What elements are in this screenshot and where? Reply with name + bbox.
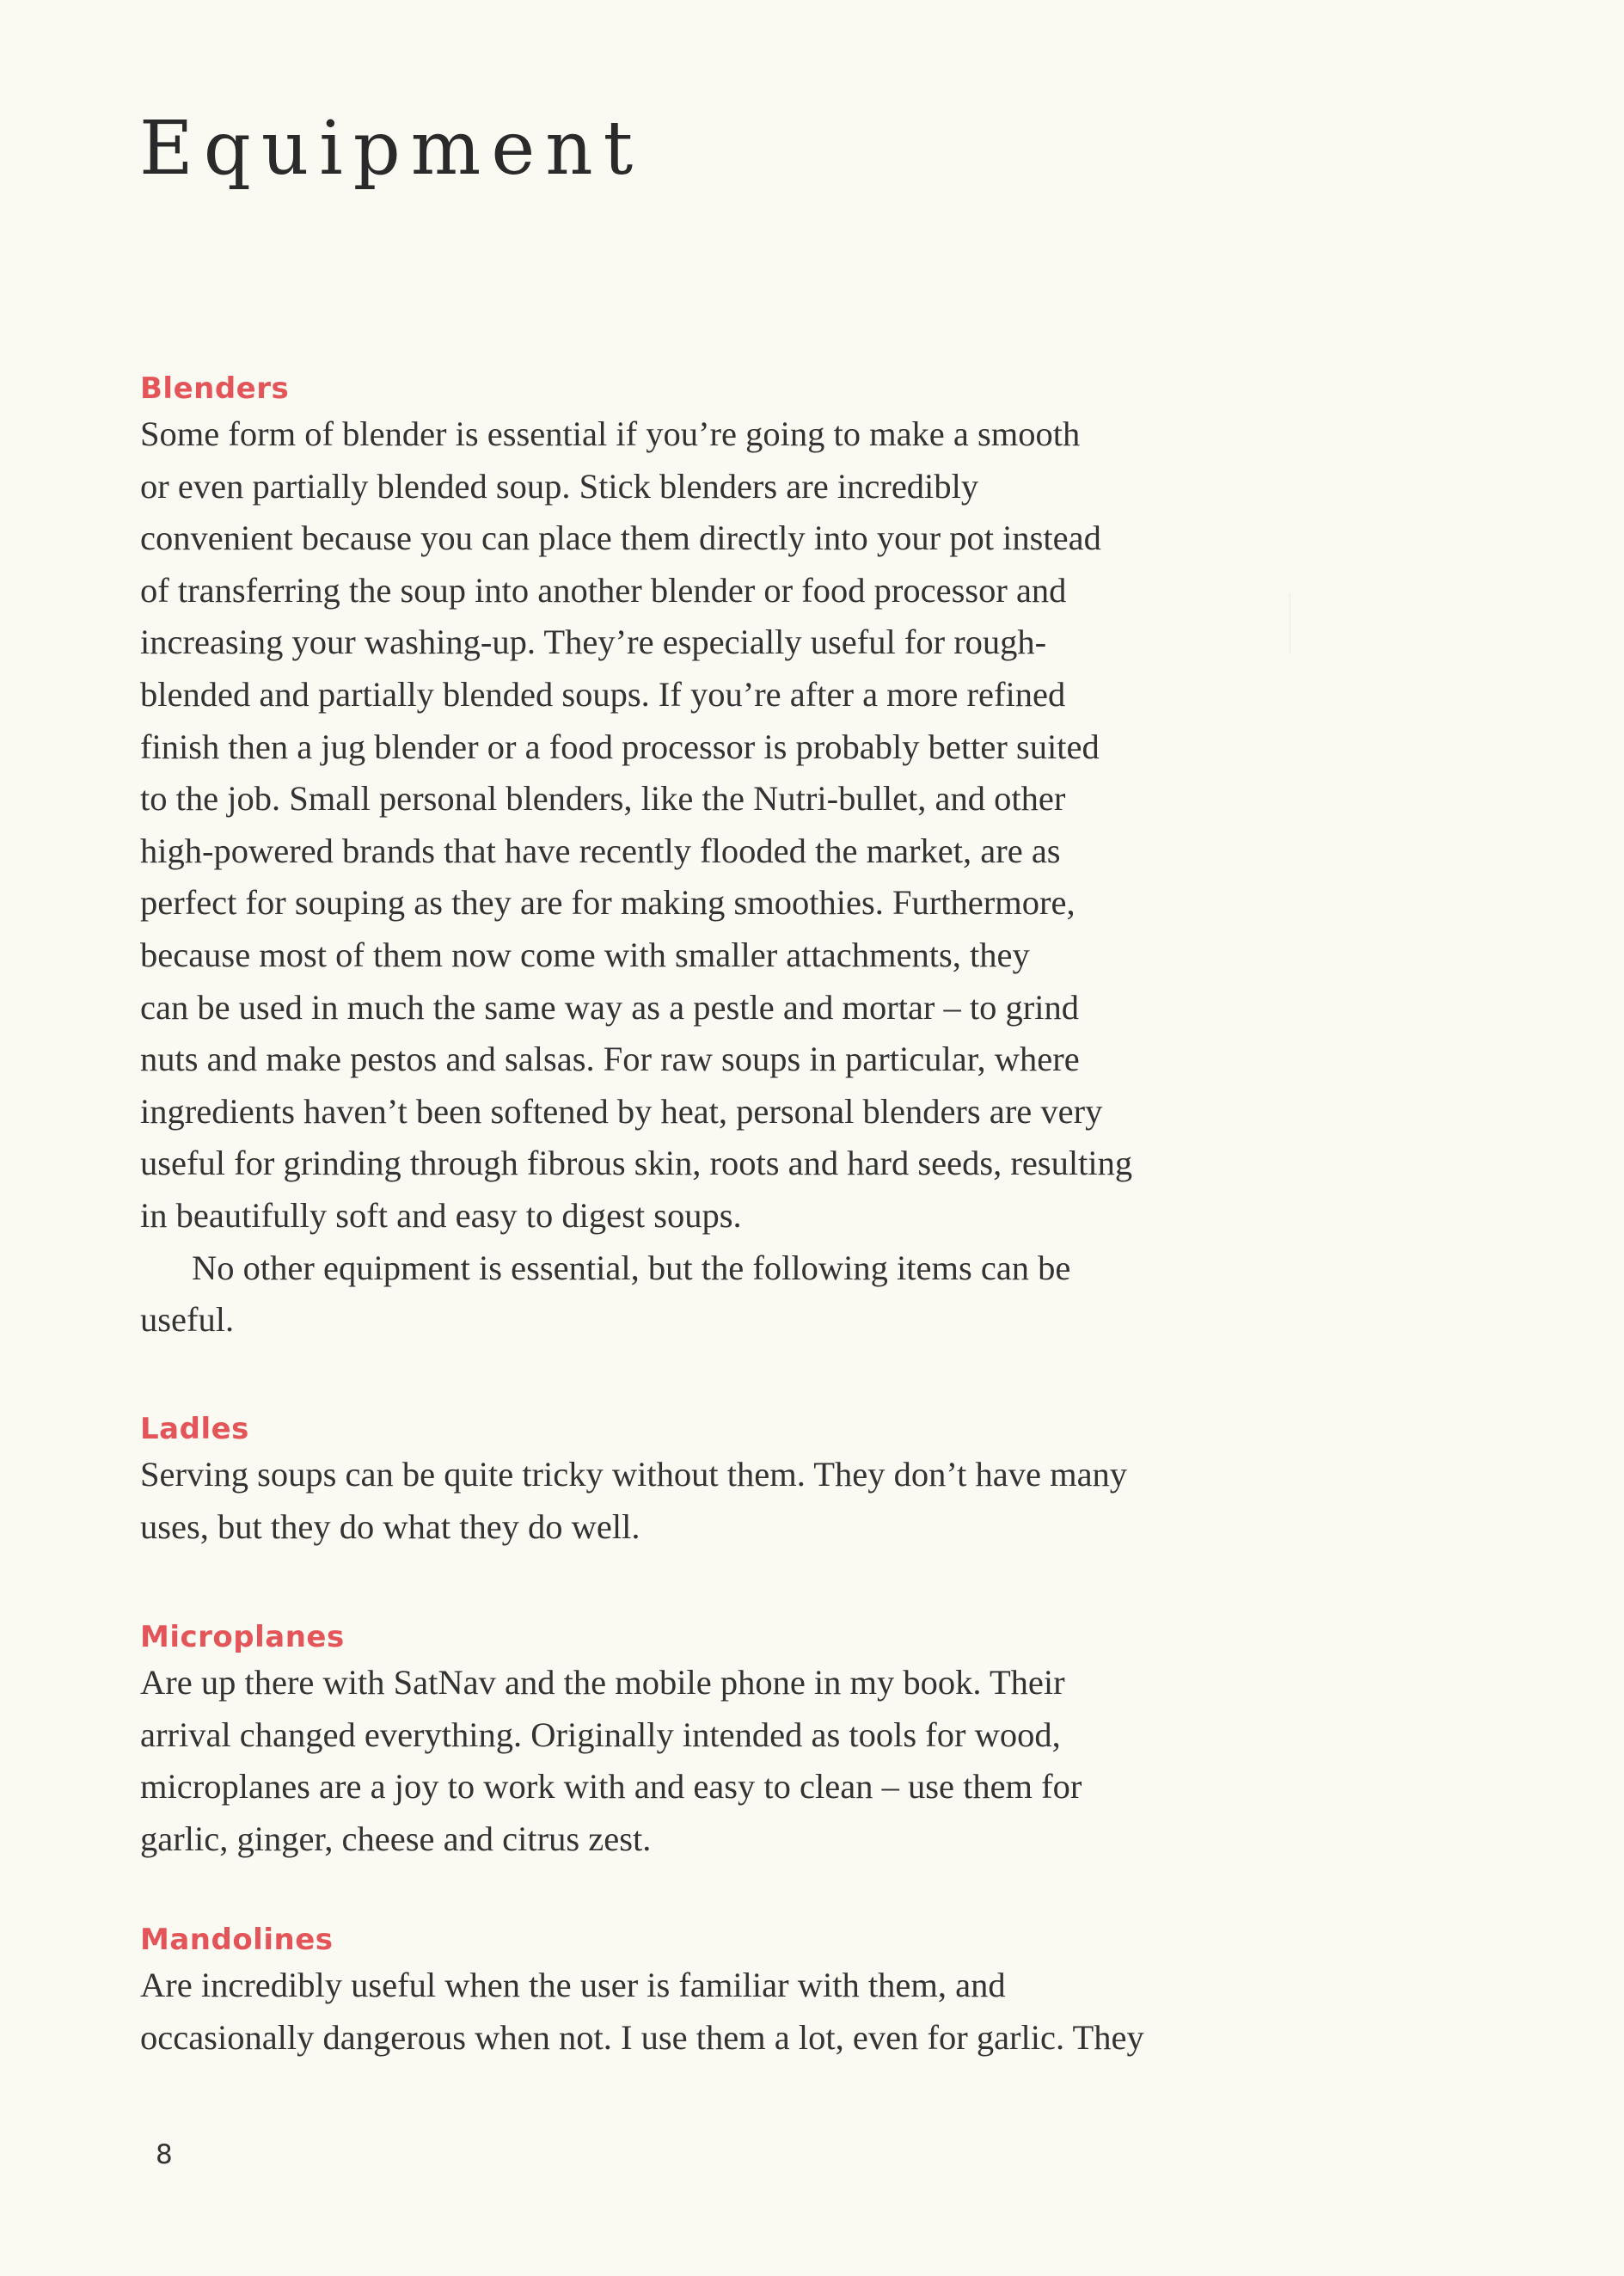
body-paragraph: [140, 1657, 1228, 1865]
section-ladles: [140, 1412, 1228, 1553]
text-line: because most of them now come with smaller attachments, they: [140, 935, 1030, 974]
text-line: useful for grinding through fibrous skin, roots and hard seeds, resulting: [140, 1144, 1133, 1183]
text-line: of transferring the soup into another blender or food processor and: [140, 570, 1067, 610]
section-heading: Ladles: [140, 1412, 249, 1446]
text-line: in beautifully soft and easy to digest soups.: [140, 1195, 742, 1235]
text-line: to the job. Small personal blenders, like the Nutri-bullet, and other: [140, 779, 1066, 819]
text-line: No other equipment is essential, but the following items can be: [192, 1248, 1071, 1287]
section-microplanes: [140, 1620, 1228, 1865]
text-line: Some form of blender is essential if you’re going to make a smooth: [140, 414, 1081, 453]
page-number: 8: [156, 2139, 173, 2170]
text-line: finish then a jug blender or a food processor is probably better suited: [140, 727, 1100, 766]
text-line: increasing your washing-up. They’re especially useful for rough-: [140, 623, 1047, 662]
text-line: ingredients haven’t been softened by heat, personal blenders are very: [140, 1091, 1103, 1131]
text-line: Are incredibly useful when the user is familiar with them, and: [140, 1966, 1006, 2004]
section-mandolines: [140, 1923, 1228, 2064]
section-heading: Microplanes: [140, 1620, 345, 1654]
section-blenders: [140, 371, 1228, 1347]
text-line: occasionally dangerous when not. I use them a lot, even for garlic. They: [140, 2017, 1144, 2057]
text-line: can be used in much the same way as a pestle and mortar – to grind: [140, 987, 1080, 1027]
body-paragraph: [140, 1449, 1228, 1553]
text-line: high-powered brands that have recently flooded the market, are as: [140, 831, 1061, 870]
text-line: arrival changed everything. Originally intended as tools for wood,: [140, 1715, 1061, 1754]
text-line: uses, but they do what they do well.: [140, 1506, 640, 1546]
section-heading: Mandolines: [140, 1923, 334, 1957]
text-line: convenient because you can place them directly into your pot instead: [140, 518, 1101, 558]
text-line: Are up there with SatNav and the mobile phone in my book. Their: [140, 1663, 1065, 1702]
text-line: microplanes are a joy to work with and easy to clean – use them for: [140, 1767, 1082, 1807]
text-line: or even partially blended soup. Stick blenders are incredibly: [140, 466, 979, 506]
body-paragraph: [140, 1242, 1228, 1347]
text-line: Serving soups can be quite tricky without them. They don’t have many: [140, 1455, 1128, 1494]
text-line: nuts and make pestos and salsas. For raw soups in particular, where: [140, 1040, 1080, 1079]
body-paragraph: [140, 1960, 1228, 2064]
text-line: perfect for souping as they are for making smoothies. Furthermore,: [140, 883, 1076, 923]
page-title: Equipment: [139, 106, 644, 192]
text-line: garlic, ginger, cheese and citrus zest.: [140, 1819, 652, 1858]
text-line: useful.: [140, 1300, 235, 1340]
body-paragraph: [140, 408, 1228, 1242]
text-line: blended and partially blended soups. If you’re after a more refined: [140, 674, 1066, 714]
section-heading: Blenders: [140, 371, 290, 406]
